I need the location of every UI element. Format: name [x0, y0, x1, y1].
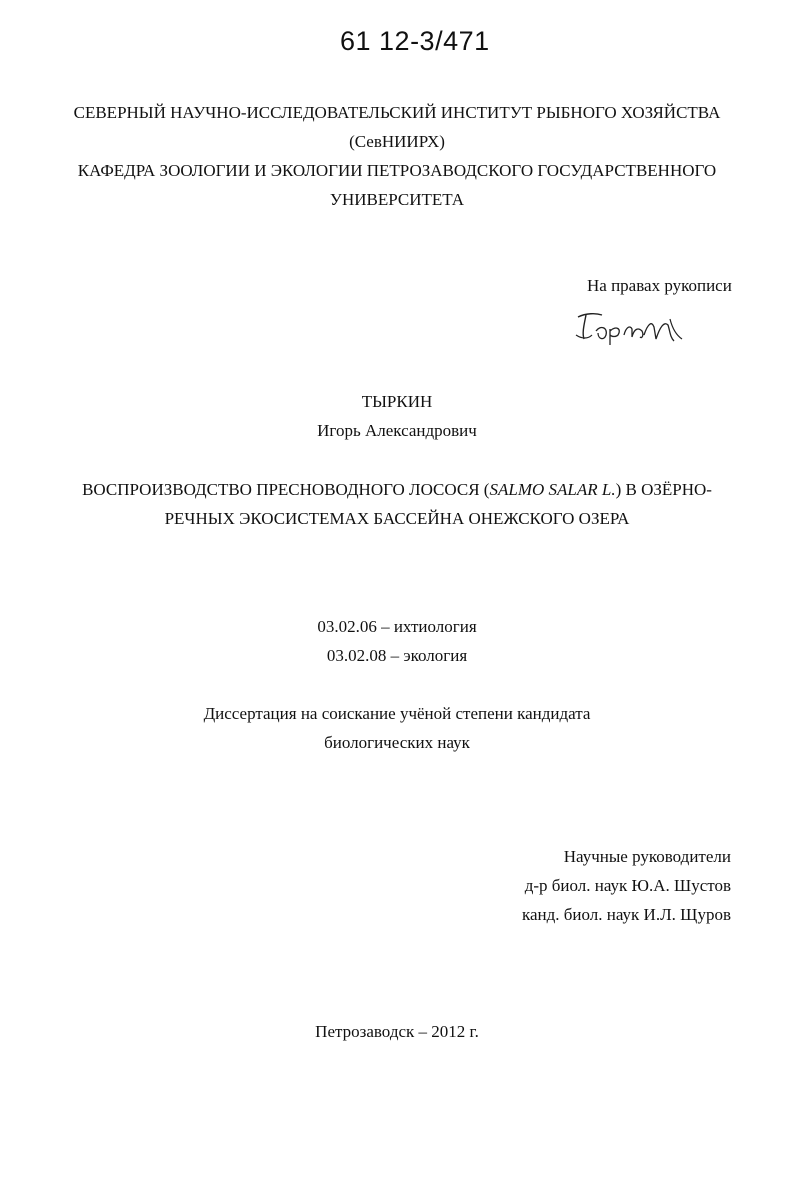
dissertation-title-line-1: [0, 480, 794, 500]
supervisors-heading: Научные руководители: [563, 847, 731, 866]
dissertation-title-line-2: РЕЧНЫХ ЭКОСИСТЕМАХ БАССЕЙНА ОНЕЖСКОГО ОЗЕРА: [164, 509, 630, 528]
degree-line-1: Диссертация на соискание учёной степени кандидата: [203, 704, 591, 723]
author-surname: ТЫРКИН: [361, 392, 433, 411]
title-pre: ВОСПРОИЗВОДСТВО ПРЕСНОВОДНОГО ЛОСОСЯ (: [82, 480, 490, 499]
institution-line-1: СЕВЕРНЫЙ НАУЧНО-ИССЛЕДОВАТЕЛЬСКИЙ ИНСТИТУТ РЫБНОГО ХОЗЯЙСТВА: [73, 103, 721, 122]
specialty-2: 03.02.08 – экология: [326, 646, 468, 665]
place-year: Петрозаводск – 2012 г.: [315, 1022, 479, 1041]
supervisor-2: канд. биол. наук И.Л. Щуров: [521, 905, 731, 924]
institution-line-4: УНИВЕРСИТЕТА: [329, 190, 465, 209]
author-given-names: Игорь Александрович: [317, 421, 477, 440]
specialty-1: 03.02.06 – ихтиология: [317, 617, 477, 636]
manuscript-note: На правах рукописи: [587, 276, 732, 295]
signature: [572, 305, 692, 355]
supervisor-1: д-р биол. наук Ю.А. Шустов: [524, 876, 731, 895]
degree-line-2: биологических наук: [324, 733, 470, 752]
title-post: ) В ОЗЁРНО-: [615, 480, 712, 499]
archive-stamp: 61 12-3/471: [340, 26, 490, 56]
handwritten-signature-icon: [572, 305, 692, 350]
institution-line-3: КАФЕДРА ЗООЛОГИИ И ЭКОЛОГИИ ПЕТРОЗАВОДСКОГО ГОСУДАРСТВЕННОГО: [77, 161, 717, 180]
institution-abbrev: (СевНИИРХ): [349, 132, 445, 151]
species-latin-name: SALMO SALAR L.: [489, 480, 616, 499]
